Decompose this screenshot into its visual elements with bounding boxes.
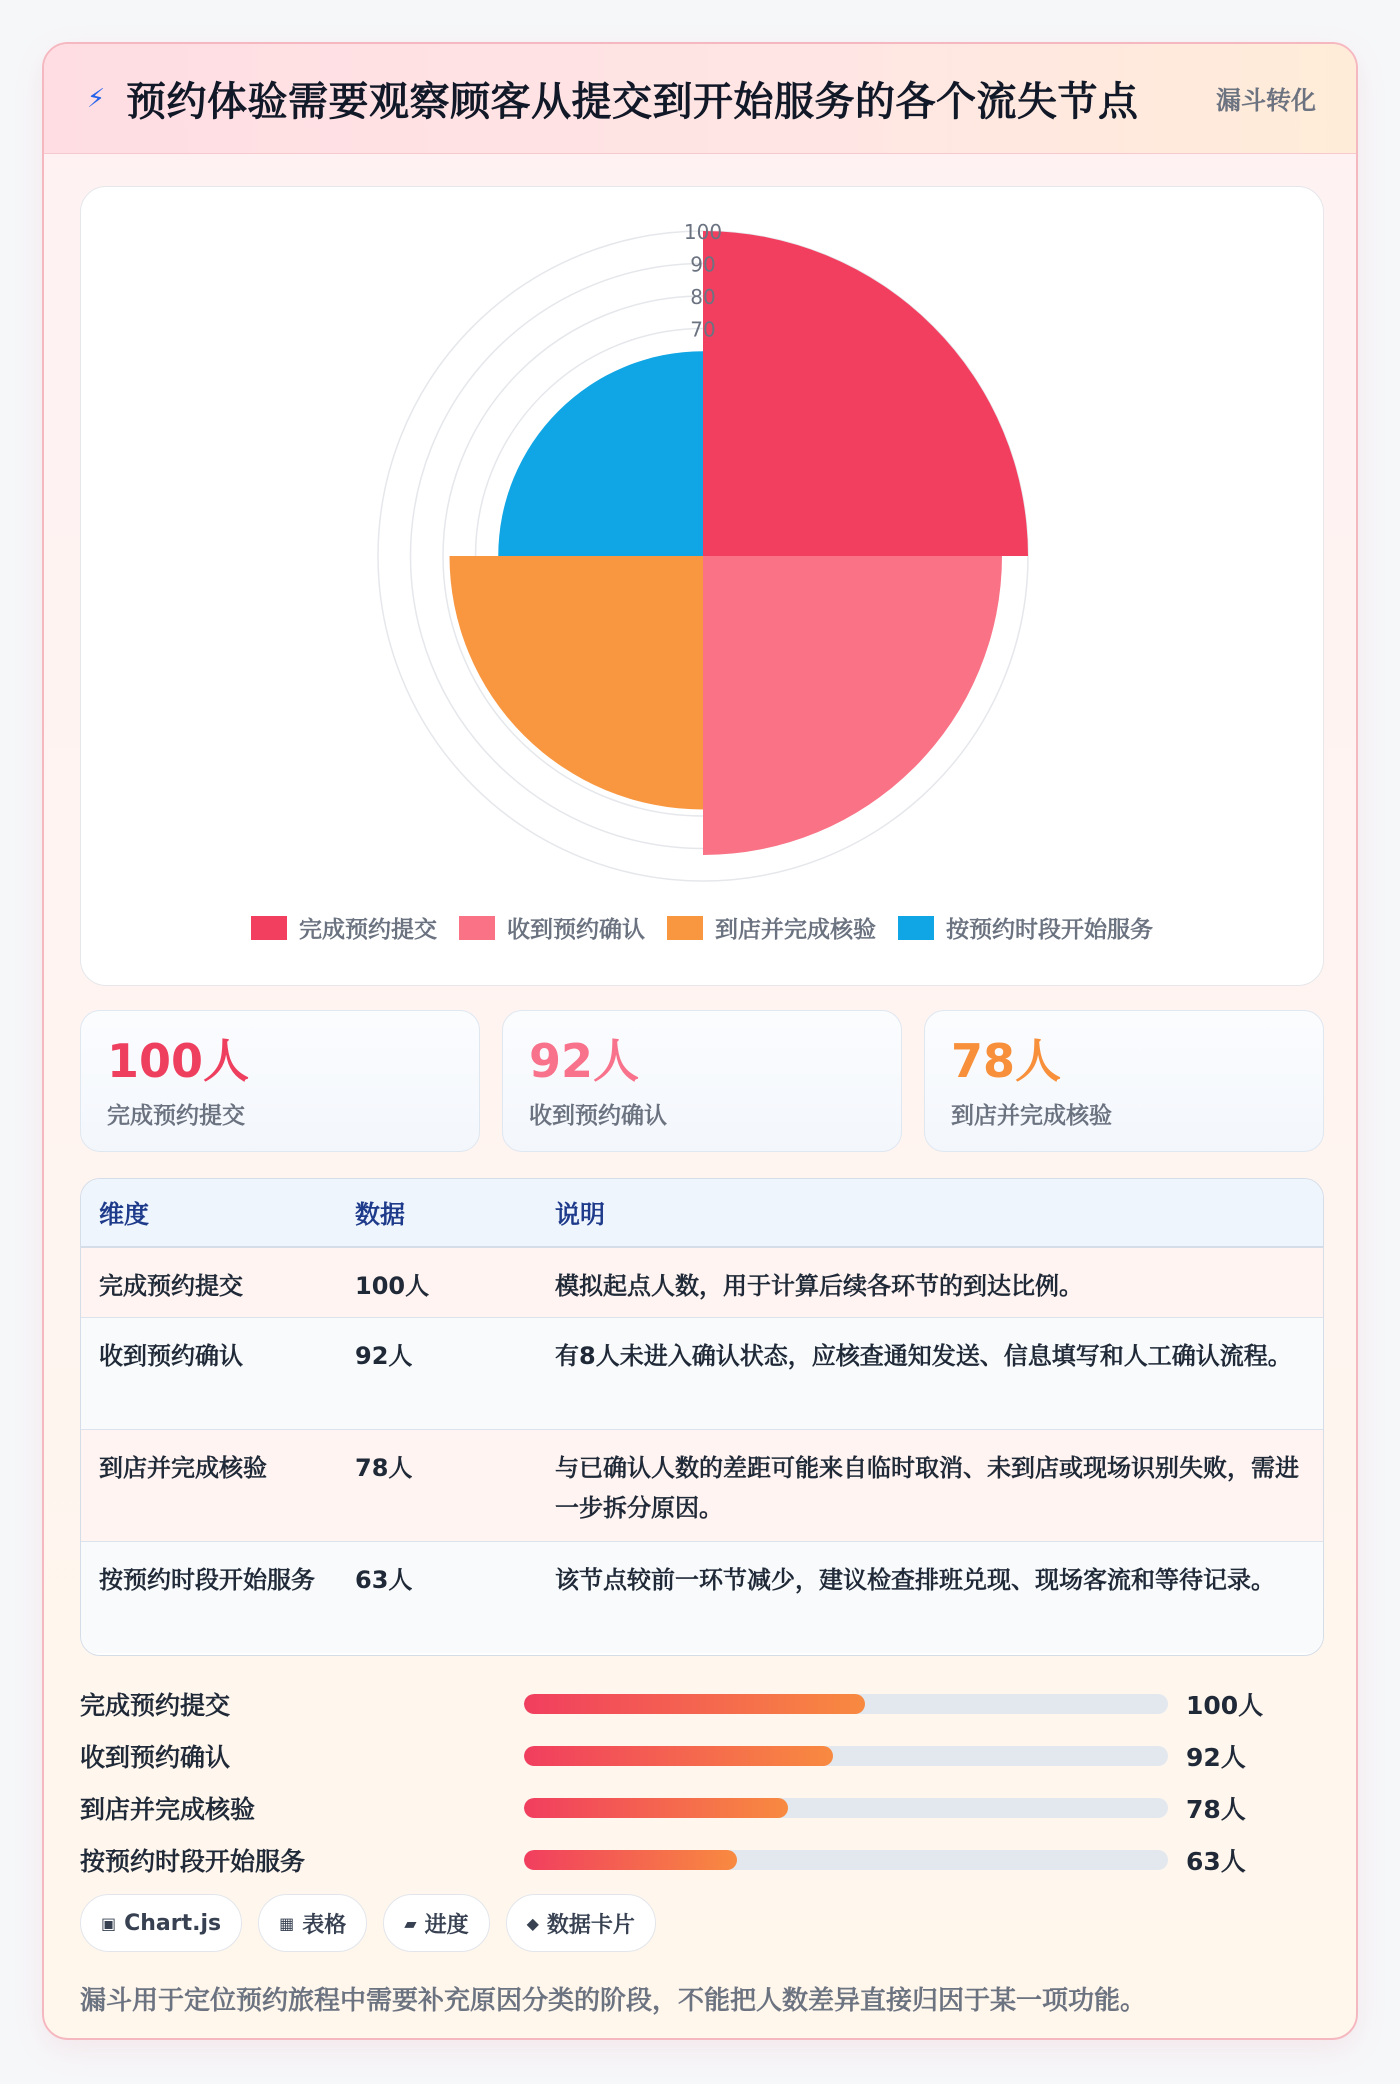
stat-cards <box>80 1010 1324 1152</box>
feature-chip[interactable] <box>506 1894 656 1952</box>
radial-tick-label: 80 <box>690 285 716 309</box>
table-row <box>81 1247 1323 1317</box>
legend-item[interactable] <box>898 911 1153 944</box>
table-row <box>81 1429 1323 1541</box>
progress-track <box>524 1850 1168 1870</box>
card-icon: ◆ <box>526 1913 539 1933</box>
progress-label: 按预约时段开始服务 <box>80 1847 306 1876</box>
progress-fill <box>524 1850 737 1870</box>
feature-chip[interactable] <box>258 1894 367 1952</box>
stat-card <box>924 1010 1324 1152</box>
footnote: 漏斗用于定位预约旅程中需要补充原因分类的阶段，不能把人数差异直接归因于某一项功能。 <box>80 1986 1147 2016</box>
progress-row <box>80 1730 1324 1782</box>
stat-card <box>80 1010 480 1152</box>
legend-label: 按预约时段开始服务 <box>946 917 1153 943</box>
stat-card <box>502 1010 902 1152</box>
progress-value: 100人 <box>1186 1691 1264 1720</box>
page-title: 预约体验需要观察顾客从提交到开始服务的各个流失节点 <box>126 79 1139 125</box>
chart-icon: ▣ <box>101 1913 117 1933</box>
table-row <box>81 1317 1323 1429</box>
table-cell-note: 与已确认人数的差距可能来自临时取消、未到店或现场识别失败，需进一步拆分原因。 <box>555 1429 1323 1541</box>
progress-list <box>80 1678 1324 1886</box>
card-header <box>44 44 1356 154</box>
table-cell-value: 78人 <box>355 1429 555 1541</box>
progress-fill <box>524 1798 788 1818</box>
progress-row <box>80 1834 1324 1886</box>
table-cell-dimension: 完成预约提交 <box>81 1247 355 1317</box>
legend-item[interactable] <box>251 911 437 944</box>
legend-swatch <box>251 916 287 940</box>
progress-track <box>524 1798 1168 1818</box>
legend-swatch <box>459 916 495 940</box>
radial-tick-label: 100 <box>683 220 723 244</box>
chip-label: 进度 <box>424 1912 469 1938</box>
chip-label: 表格 <box>302 1912 347 1938</box>
category-tag: 漏斗转化 <box>1215 85 1316 115</box>
stat-label: 到店并完成核验 <box>951 1103 1112 1129</box>
stat-label: 完成预约提交 <box>107 1103 245 1129</box>
table-cell-value: 100人 <box>355 1247 555 1317</box>
stat-value: 92人 <box>529 1034 640 1088</box>
progress-track <box>524 1694 1168 1714</box>
legend-item[interactable] <box>459 911 645 944</box>
table-icon: ▦ <box>279 1913 295 1933</box>
table-cell-note: 该节点较前一环节减少，建议检查排班兑现、现场客流和等待记录。 <box>555 1541 1323 1653</box>
progress-value: 92人 <box>1186 1743 1246 1772</box>
chart-legend <box>81 911 1323 944</box>
table-header-row <box>81 1179 1323 1247</box>
progress-label: 收到预约确认 <box>80 1743 231 1772</box>
chip-label: Chart.js <box>124 1910 222 1936</box>
polar-area-chart <box>80 186 1324 986</box>
table-cell-dimension: 到店并完成核验 <box>81 1429 355 1541</box>
table-header-note: 说明 <box>555 1179 1323 1247</box>
radial-tick-label: 70 <box>690 317 716 342</box>
progress-label: 到店并完成核验 <box>80 1795 256 1824</box>
progress-fill <box>524 1694 865 1714</box>
table-header-value: 数据 <box>355 1179 555 1247</box>
table-cell-dimension: 按预约时段开始服务 <box>81 1541 355 1653</box>
table-cell-note: 模拟起点人数，用于计算后续各环节的到达比例。 <box>555 1247 1323 1317</box>
progress-label: 完成预约提交 <box>80 1691 231 1720</box>
lightning-icon: ⚡︎ <box>86 83 106 114</box>
polar-area-svg <box>81 187 1325 907</box>
legend-item[interactable] <box>667 911 876 944</box>
progress-value: 63人 <box>1186 1847 1246 1876</box>
table-cell-value: 92人 <box>355 1317 555 1429</box>
data-table <box>80 1178 1324 1656</box>
progress-icon: ▰ <box>404 1913 417 1933</box>
progress-row <box>80 1678 1324 1730</box>
legend-label: 完成预约提交 <box>299 917 437 943</box>
feature-chip[interactable] <box>383 1894 489 1952</box>
progress-track <box>524 1746 1168 1766</box>
table-cell-dimension: 收到预约确认 <box>81 1317 355 1429</box>
polar-segment <box>703 556 1002 855</box>
radial-tick-label: 90 <box>690 252 716 277</box>
legend-swatch <box>898 916 934 940</box>
polar-segment <box>703 231 1028 556</box>
chip-label: 数据卡片 <box>546 1912 635 1938</box>
table-row <box>81 1541 1323 1653</box>
table-header-dimension: 维度 <box>81 1179 355 1247</box>
progress-fill <box>524 1746 833 1766</box>
table-cell-note: 有8人未进入确认状态，应核查通知发送、信息填写和人工确认流程。 <box>555 1317 1323 1429</box>
feature-chip[interactable] <box>80 1894 242 1952</box>
legend-swatch <box>667 916 703 940</box>
table-cell-value: 63人 <box>355 1541 555 1653</box>
legend-label: 收到预约确认 <box>507 917 645 943</box>
stat-value: 100人 <box>107 1034 250 1088</box>
progress-value: 78人 <box>1186 1795 1246 1824</box>
legend-label: 到店并完成核验 <box>715 917 876 943</box>
stat-value: 78人 <box>951 1034 1062 1088</box>
funnel-card <box>42 42 1358 2040</box>
polar-segment <box>498 351 703 556</box>
stat-label: 收到预约确认 <box>529 1103 667 1129</box>
polar-segment <box>450 556 704 810</box>
progress-row <box>80 1782 1324 1834</box>
feature-chips <box>80 1894 656 1952</box>
